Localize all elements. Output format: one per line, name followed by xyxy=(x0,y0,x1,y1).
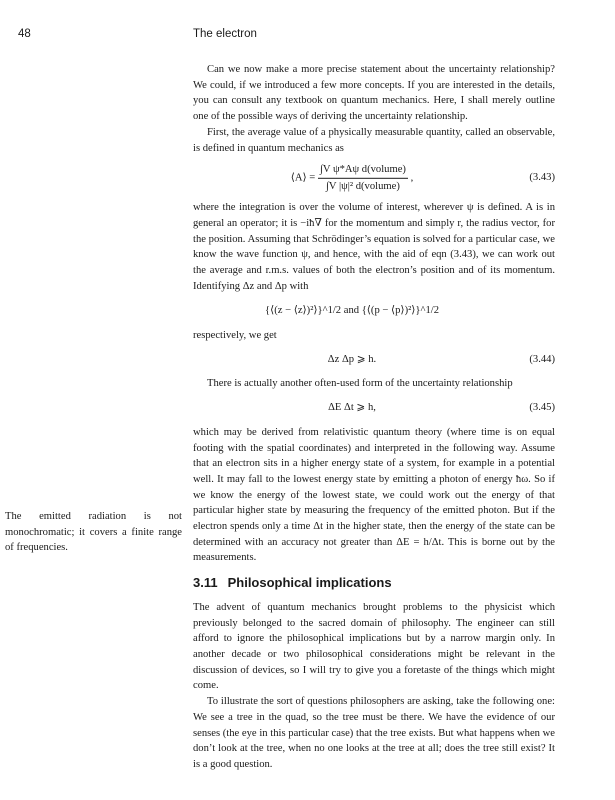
eq-344-text: Δz Δp ⩾ h. xyxy=(327,354,377,366)
equation-3-45 xyxy=(193,392,555,425)
paragraph-respectively: respectively, we get xyxy=(193,330,277,342)
equation-identification xyxy=(193,294,555,328)
eq-343-numerator: ∫V ψ*Aψ d(volume) xyxy=(318,162,408,179)
section-number: 3.11 xyxy=(193,575,218,591)
margin-note: The emitted radiation is not monochromatic; it covers a finite range of frequencies. xyxy=(5,511,182,554)
eq-343-number: (3.43) xyxy=(529,172,555,184)
eq-ident-text: {⟨(z − ⟨z⟩)²⟩}^1/2 and {⟨(p − ⟨p⟩)²⟩}^1/2 xyxy=(264,305,440,317)
paragraph-relativistic: which may be derived from relativistic quantum theory (where time is on equal footing with the spatial coordinates) and interpreted in the following way. Assume that an electron sits in a higher energy state of a system, for example in a potential well. It may fall to the lowest energy state by emitting a photon of energy ħω. So if we know the energy of the lowest state, we could work out the energy of that particular higher state by measuring the frequency of the emitted photon. But if the electron spends only a time Δt in the higher state, then the energy of the state can be determined with an accuracy not greater than ΔE = h/Δt. This is borne out by the measurements. xyxy=(193,426,555,564)
paragraph-advent: The advent of quantum mechanics brought problems to the physicist which previously belonged to the sacred domain of philosophy. The engineer can still afford to ignore the philosophical implications but by a narrow margin only. In another decade or two philosophical considerations might be relevant in the discussion of devices, so I will try to give you a foretaste of the things which might come. xyxy=(193,601,555,692)
paragraph-integration: where the integration is over the volume of interest, wherever ψ is defined. A is in general an operator; it is −iħ∇ for the momentum and simply r, the radius vector, for the position. Assuming that Schrödinger’s equation is solved for a particular case, we know the wave function ψ, and hence, with the aid of eqn (3.43), we can work out the average and r.m.s. values of both the electron’s position and of its momentum. Identifying Δz and Δp with xyxy=(193,202,555,292)
section-heading xyxy=(193,575,555,591)
equation-3-44 xyxy=(193,344,555,376)
eq-343-denominator: ∫V |ψ|² d(volume) xyxy=(326,180,400,192)
section-title: Philosophical implications xyxy=(227,575,392,591)
paragraph-uncertainty-intro: Can we now make a more precise statement about the uncertainty relationship? We could, if we introduced a few more concepts. If you are interested in the details, you can consult any textbook on quantum mechanics. Here, I shall merely outline one of the possible ways of deriving the uncertainty relationship. xyxy=(193,64,555,123)
paragraph-average-value: First, the average value of a physically measurable quantity, called an observable, is defined in quantum mechanics as xyxy=(193,126,555,154)
paragraph-another-form: There is actually another often-used form of the uncertainty relationship xyxy=(207,378,513,390)
page-number: 48 xyxy=(18,28,31,40)
running-head: The electron xyxy=(193,28,257,40)
eq-345-number: (3.45) xyxy=(529,402,555,414)
eq-343-fraction xyxy=(318,162,408,194)
equation-3-43 xyxy=(193,156,555,200)
eq-345-text: ΔE Δt ⩾ h, xyxy=(328,402,376,414)
main-column xyxy=(193,62,555,773)
eq-344-number: (3.44) xyxy=(529,354,555,366)
eq-343-lhs: ⟨A⟩ = xyxy=(290,172,316,184)
paragraph-tree: To illustrate the sort of questions philosophers are asking, take the following one: We see a tree in the quad, so the tree must be there. We have the evidence of our senses (the eye in this particular case) that the tree exists. But what happens when we don’t look at the tree, when no one looks at the tree at all; does the tree still exist? It is a good question. xyxy=(193,696,555,770)
eq-343-tail: , xyxy=(410,172,414,184)
